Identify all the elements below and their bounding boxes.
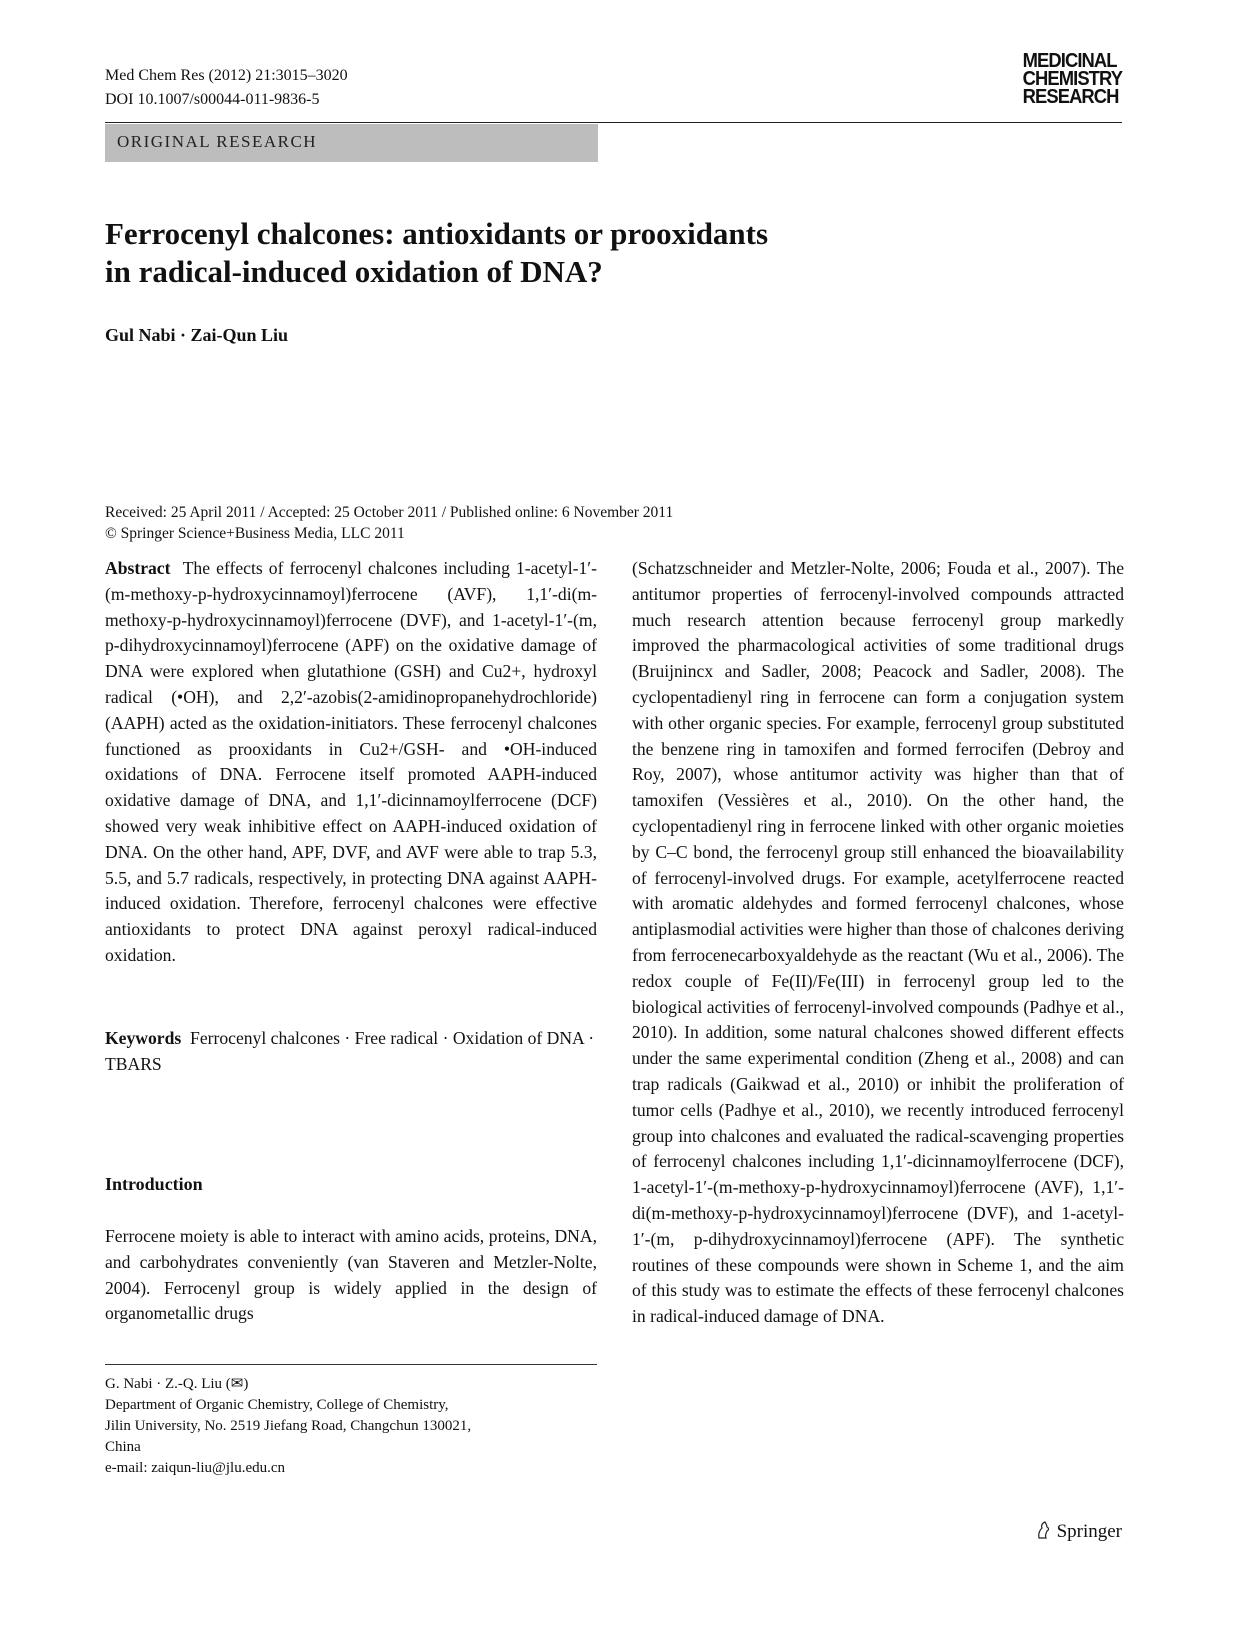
header-rule [105,122,1122,123]
keywords-block [105,1026,597,1078]
journal-logo-line: MEDICINAL [1022,50,1117,72]
abstract-block [105,556,597,969]
article-meta [105,64,348,112]
dates-line: Received: 25 April 2011 / Accepted: 25 October 2011 / Published online: 6 November 2011 [105,504,674,521]
section-label: ORIGINAL RESEARCH [117,132,318,151]
footnote-address: Jilin University, No. 2519 Jiefang Road, Changchun 130021, [105,1418,472,1434]
citation: Med Chem Res (2012) 21:3015–3020 [105,67,348,84]
journal-logo-line: CHEMISTRY [1022,68,1122,90]
keywords-label: Keywords [105,1028,182,1048]
copyright: © Springer Science+Business Media, LLC 2011 [105,525,405,542]
abstract-label: Abstract [105,558,171,578]
section-heading-introduction: Introduction [105,1174,203,1194]
footnote-country: China [105,1439,141,1455]
publication-dates [105,502,673,544]
title-line: in radical-induced oxidation of DNA? [105,254,603,289]
article-title [105,215,1005,291]
keywords-text: Ferrocenyl chalcones · Free radical · Oxidation of DNA · TBARS [105,1028,595,1074]
footnote-rule [105,1364,597,1365]
intro-left-paragraph: Ferrocene moiety is able to interact with amino acids, proteins, DNA, and carbohydrates conveniently (van Staveren and Metzler-Nolte, 2004). Ferrocenyl group is widely applied in the design of organometallic drugs [105,1226,597,1324]
publisher-footer [1035,1520,1122,1543]
footnote-dept: Department of Organic Chemistry, College of Chemistry, [105,1397,449,1413]
doi: DOI 10.1007/s00044-011-9836-5 [105,91,320,108]
intro-left-text [105,1224,597,1327]
journal-logo [1023,52,1122,106]
intro-right-text [632,556,1124,1330]
section-band [105,124,598,162]
journal-logo-line: RESEARCH [1022,86,1119,108]
footnote-authors: G. Nabi · Z.-Q. Liu (✉) [105,1376,249,1392]
title-line: Ferrocenyl chalcones: antioxidants or prooxidants [105,216,769,251]
springer-horse-icon [1035,1520,1051,1540]
intro-right-paragraph: (Schatzschneider and Metzler-Nolte, 2006; Fouda et al., 2007). The antitumor properties of ferrocenyl-involved compounds attracted much research attention because ferrocenyl group markedly improved the pharmacological activities of some traditional drugs (Bruijnincx and Sadler, 2008; Peacock and Sadler, 2008). The cyclopentadienyl ring in ferrocene can form a conjugation system with other organic species. For example, ferrocenyl group substituted the benzene ring in tamoxifen and formed ferrocifen (Debroy and Roy, 2007), whose antitumor activity was higher than that of tamoxifen (Vessières et al., 2010). On the other hand, the cyclopentadienyl ring in ferrocene linked with other organic moieties by C–C bond, the ferrocenyl group still enhanced the bioavailability of ferrocenyl-involved drugs. For example, acetylferrocene reacted with aromatic aldehydes and formed ferrocenyl chalcones, whose antiplasmodial activities were higher than those of chalcones deriving from ferrocenecarboxyaldehyde as the reactant (Wu et al., 2006). The redox couple of Fe(II)/Fe(III) in ferrocenyl group led to the biological activities of ferrocenyl-involved compounds (Padhye et al., 2010). In addition, some natural chalcones showed different effects under the same experimental condition (Zheng et al., 2008) and can trap radicals (Gaikwad et al., 2010) or inhibit the proliferation of tumor cells (Padhye et al., 2010), we recently introduced ferrocenyl group into chalcones and evaluated the radical-scavenging properties of ferrocenyl chalcones including 1,1′-dicinnamoylferrocene (DCF), 1-acetyl-1′-(m-methoxy-p-hydroxycinnamoyl)ferrocene (AVF), 1,1′-di(m-methoxy-p-hydroxycinnamoyl)ferrocene (DVF), and 1-acetyl-1′-(m, p-dihydroxycinnamoyl)ferrocene (APF). The synthetic routines of these compounds were shown in Scheme 1, and the aim of this study was to estimate the effects of these ferrocenyl chalcones in radical-induced damage of DNA. [632,558,1124,1327]
authors: Gul Nabi · Zai-Qun Liu [105,325,289,345]
author-footnote [105,1374,471,1479]
footnote-email[interactable]: e-mail: zaiqun-liu@jlu.edu.cn [105,1460,286,1476]
publisher-name: Springer [1056,1521,1122,1542]
abstract-text: The effects of ferrocenyl chalcones including 1-acetyl-1′-(m-methoxy-p-hydroxycinnamoyl)ferrocene (AVF), 1,1′-di(m-methoxy-p-hydroxycinnamoyl)ferrocene (DVF), and 1-acetyl-1′-(m, p-dihydroxycinnamoyl)ferrocene (APF) on the oxidative damage of DNA were explored when glutathione (GSH) and Cu2+, hydroxyl radical (•OH), and 2,2′-azobis(2-amidinopropanehydrochloride) (AAPH) acted as the oxidation-initiators. These ferrocenyl chalcones functioned as prooxidants in Cu2+/GSH- and •OH-induced oxidations of DNA. Ferrocene itself promoted AAPH-induced oxidative damage of DNA, and 1,1′-dicinnamoylferrocene (DCF) showed very weak inhibitive effect on AAPH-induced oxidation of DNA. On the other hand, APF, DVF, and AVF were able to trap 5.3, 5.5, and 5.7 radicals, respectively, in protecting DNA against AAPH-induced oxidation. Therefore, ferrocenyl chalcones were effective antioxidants to protect DNA against peroxyl radical-induced oxidation. [105,558,597,965]
